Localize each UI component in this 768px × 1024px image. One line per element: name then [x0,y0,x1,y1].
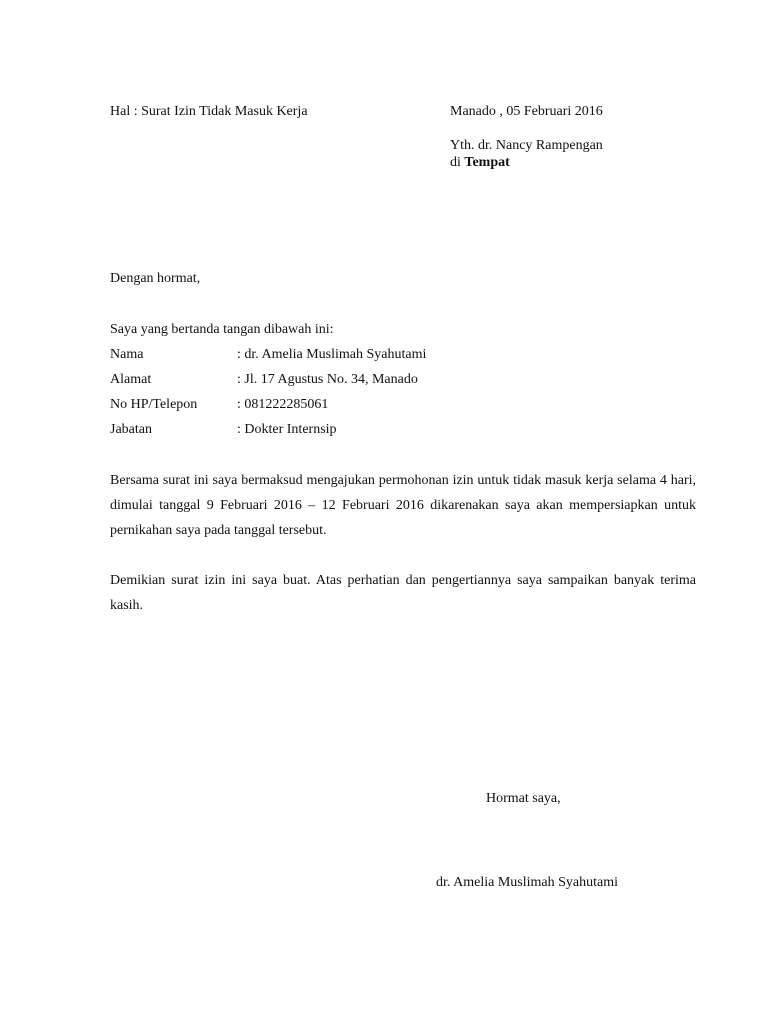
signoff: Hormat saya, [486,791,561,806]
signer-name: dr. Amelia Muslimah Syahutami [436,875,618,890]
recipient-place: Tempat [464,155,510,170]
closing-paragraph: Demikian surat izin ini saya buat. Atas perhatian dan pengertiannya saya sampaikan banyak terima kasih. [110,573,696,613]
field-label: Alamat [110,372,152,387]
salutation: Dengan hormat, [110,271,201,286]
recipient-location [450,155,510,171]
intro-line: Saya yang bertanda tangan dibawah ini: [110,322,334,337]
field-label: No HP/Telepon [110,397,198,412]
field-label: Nama [110,347,144,362]
field-value: : dr. Amelia Muslimah Syahutami [237,347,427,362]
body-paragraph: Bersama surat ini saya bermaksud mengajukan permohonan izin untuk tidak masuk kerja selama 4 hari, dimulai tanggal 9 Februari 2016 – 12 Februari 2016 dikarenakan saya akan mempersiapkan untuk pernikahan saya pada tanggal tersebut. [110,473,696,538]
field-label: Jabatan [110,422,152,437]
place-date: Manado , 05 Februari 2016 [450,104,603,119]
field-value: : 081222285061 [237,397,329,412]
letter-subject: Hal : Surat Izin Tidak Masuk Kerja [110,104,308,119]
recipient-prefix: di [450,155,461,170]
recipient-name: Yth. dr. Nancy Rampengan [450,138,603,153]
field-value: : Jl. 17 Agustus No. 34, Manado [237,372,418,387]
field-value: : Dokter Internsip [237,422,337,437]
